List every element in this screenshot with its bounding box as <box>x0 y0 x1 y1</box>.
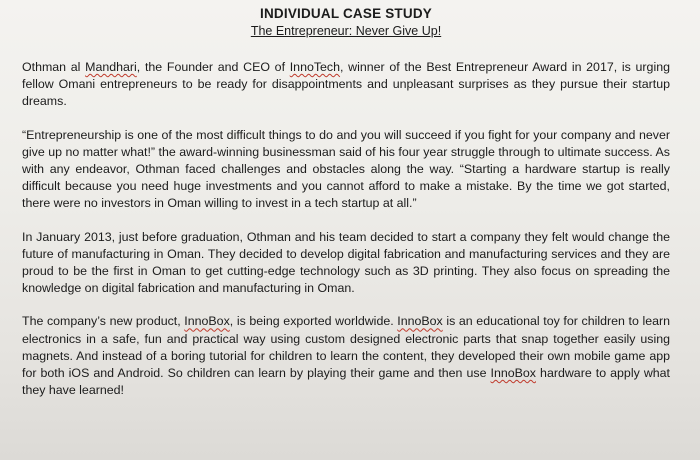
spellcheck-mark: InnoBox <box>184 314 230 329</box>
paragraph-2: “Entrepreneurship is one of the most difficult things to do and you will succeed if you fight for your company and never give up no matter what!” the award-winning businessman said of his four year struggle through to ultimate success. As with any endeavor, Othman faced challenges and obstacles along the way. “Starting a hardware startup is really difficult because you need huge investments and you cannot afford to make a mistake. By the time we got started, there were no investors in Oman willing to invest in a tech startup at all.” <box>22 127 670 211</box>
paragraph-3: In January 2013, just before graduation, Othman and his team decided to start a company they felt would change the future of manufacturing in Oman. They decided to develop digital fabrication and manufacturing services and they are proud to be the first in Oman to get cutting-edge technology such as 3D printing. They also focus on spreading the knowledge on digital fabrication and manufacturing in Oman. <box>22 229 670 296</box>
spellcheck-mark: Mandhari <box>85 60 137 74</box>
spellcheck-mark: InnoBox <box>490 366 536 381</box>
paragraph-1: Othman al Mandhari, the Founder and CEO of InnoTech, winner of the Best Entrepreneur Award in 2017, is urging fellow Omani entrepreneurs to be ready for disappointments and unpleasant surprises as they pursue their startup dreams. <box>22 60 670 109</box>
spellcheck-mark: InnoTech <box>289 60 341 74</box>
spellcheck-mark: InnoBox <box>397 314 443 329</box>
document-subtitle: The Entrepreneur: Never Give Up! <box>250 24 442 38</box>
paragraph-4: The company’s new product, InnoBox, is being exported worldwide. InnoBox is an educational toy for children to learn electronics in a safe, fun and practical way using custom designed electronic parts that snap together easily using magnets. And instead of a boring tutorial for children to learn the content, they developed their own mobile game app for both iOS and Android. So children can learn by playing their game and then use InnoBox hardware to apply what they have learned! <box>22 314 670 398</box>
document-title: INDIVIDUAL CASE STUDY <box>260 6 432 21</box>
